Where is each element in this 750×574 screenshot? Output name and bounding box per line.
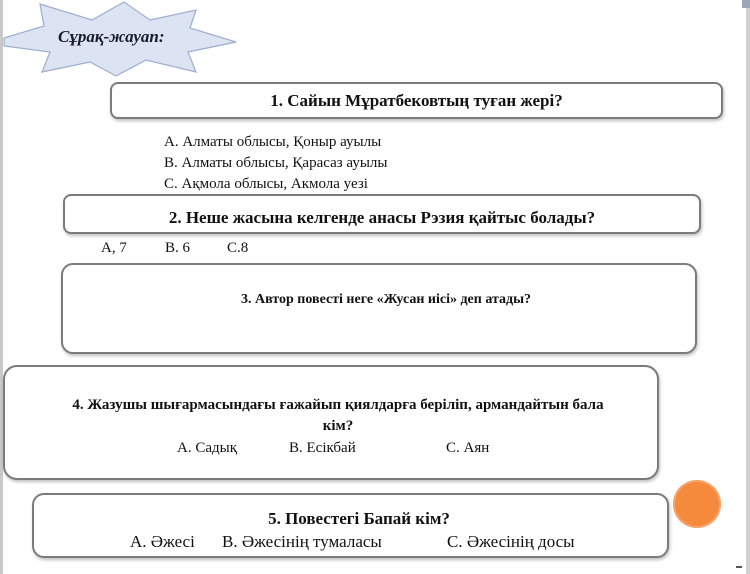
question-5-option-c: C. Әжесінің досы bbox=[447, 532, 575, 551]
question-4-option-c: C. Аян bbox=[446, 440, 490, 456]
question-4-option-b: B. Есікбай bbox=[289, 440, 356, 456]
question-1-option-a: A. Алматы облысы, Қоныр ауылы bbox=[164, 134, 382, 150]
question-2-text: 2. Неше жасына келгенде анасы Рэзия қайтыс болады? bbox=[168, 208, 596, 227]
orange-circle-icon bbox=[673, 480, 721, 528]
question-4-option-a: A. Садық bbox=[177, 440, 237, 456]
question-3-text: 3. Автор повесті неге «Жусан иісі» деп атады? bbox=[240, 292, 532, 307]
right-edge bbox=[746, 0, 750, 574]
question-2-option-a: A, 7 bbox=[101, 240, 127, 256]
left-edge bbox=[0, 0, 3, 574]
question-3-box bbox=[61, 263, 697, 354]
question-2-option-b: B. 6 bbox=[165, 240, 191, 256]
question-1-text: 1. Сайын Мұратбековтың туған жері? bbox=[270, 91, 563, 110]
question-1-option-b: B. Алматы облысы, Қарасаз ауылы bbox=[164, 155, 388, 171]
question-2-option-c: C.8 bbox=[227, 240, 249, 256]
question-4-text-line2: кім? bbox=[322, 418, 354, 434]
corner-mark bbox=[742, 0, 750, 8]
question-1-option-c: C. Ақмола облысы, Акмола уезі bbox=[164, 176, 368, 192]
section-title: Сұрақ-жауап: bbox=[58, 27, 165, 46]
question-5-option-a: A. Әжесі bbox=[130, 532, 195, 551]
question-5-option-b: B. Әжесінің тумаласы bbox=[222, 532, 382, 551]
slide-mark bbox=[736, 566, 742, 568]
question-5-text: 5. Повестегі Бапай кім? bbox=[268, 509, 450, 528]
question-4-text-line1: 4. Жазушы шығармасындағы ғажайып қиялдарға беріліп, армандайтын бала bbox=[72, 397, 604, 413]
